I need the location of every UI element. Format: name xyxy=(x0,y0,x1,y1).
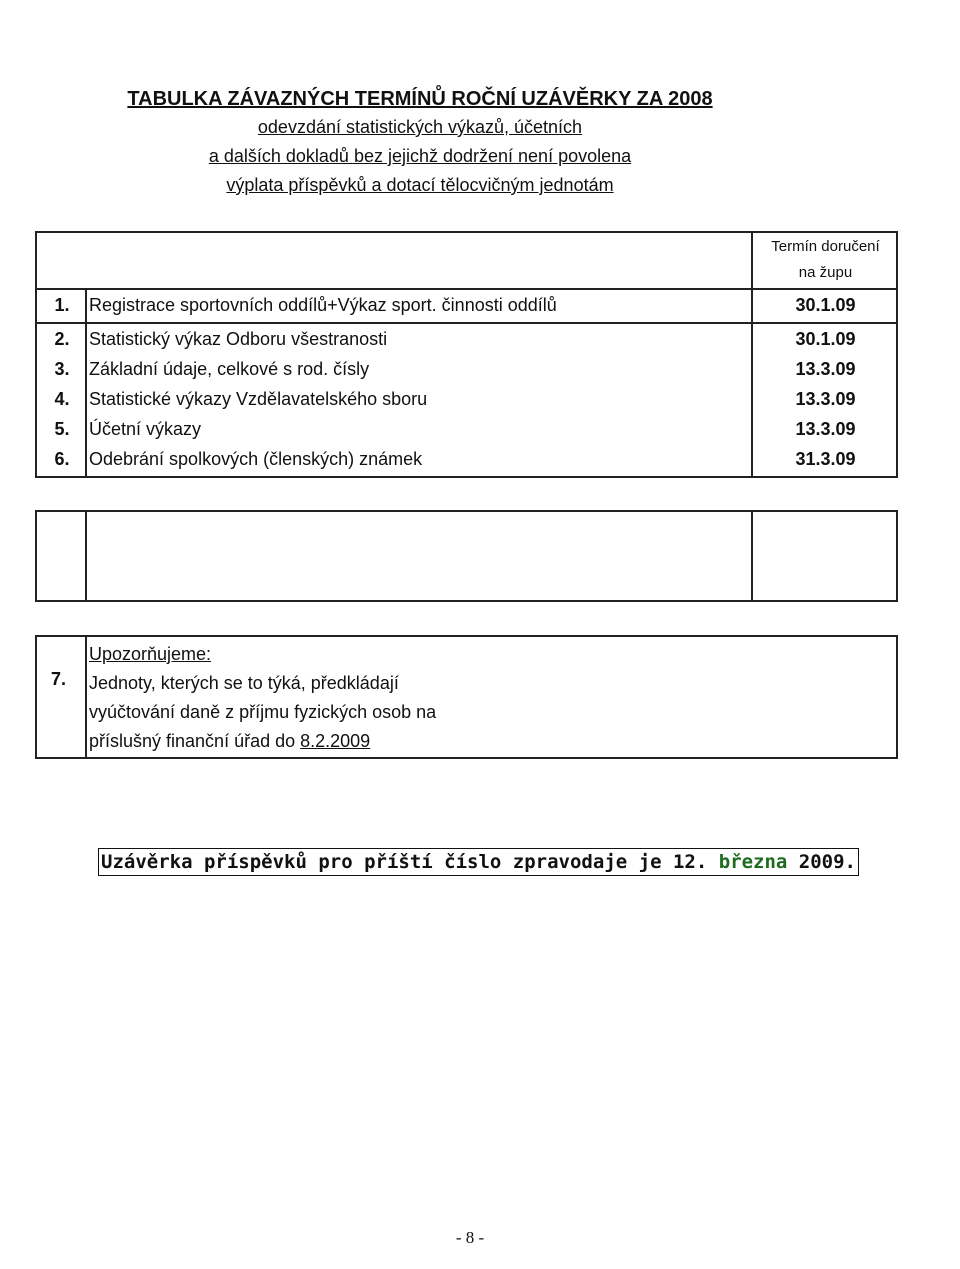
row-deadline: 30.1.09 xyxy=(795,329,856,349)
notice-heading: Upozorňujeme: xyxy=(89,644,212,664)
row-number: 2. xyxy=(54,329,70,349)
row-description: Odebrání spolkových (členských) známek xyxy=(89,449,423,469)
notice-number: 7. xyxy=(51,669,67,689)
notice-line-3 xyxy=(89,726,370,756)
row-deadline: 13.3.09 xyxy=(795,419,856,439)
notice-deadline-date: 8.2.2009 xyxy=(300,731,371,751)
row-number: 5. xyxy=(54,419,70,439)
notice-line-2: vyúčtování daně z příjmu fyzických osob na xyxy=(89,702,437,722)
row-deadline: 30.1.09 xyxy=(795,295,856,315)
row-number: 6. xyxy=(54,449,70,469)
table-divider xyxy=(85,512,87,600)
deadline-header-line1: Termín doručení xyxy=(771,238,880,255)
row-number: 3. xyxy=(54,359,70,379)
row-deadline: 13.3.09 xyxy=(795,359,856,379)
row-description: Statistický výkaz Odboru všestranosti xyxy=(89,329,388,349)
row-deadline: 13.3.09 xyxy=(795,389,856,409)
page-number: - 8 - xyxy=(455,1228,485,1247)
closing-deadline-note xyxy=(98,848,859,876)
row-number: 1. xyxy=(54,295,70,315)
closing-text-after: 2009. xyxy=(787,851,856,873)
closing-month: března xyxy=(718,851,788,873)
notice-line-1: Jednoty, kterých se to týká, předkládají xyxy=(89,673,399,693)
closing-text-before: Uzávěrka příspěvků pro příští číslo zpravodaje je 12. xyxy=(101,851,719,873)
table-divider xyxy=(85,637,87,757)
table-divider xyxy=(751,512,753,600)
row-description: Registrace sportovních oddílů+Výkaz sport. činnosti oddílů xyxy=(89,295,557,315)
document-title: TABULKA ZÁVAZNÝCH TERMÍNŮ ROČNÍ UZÁVĚRKY ZA 2008 xyxy=(127,88,713,110)
notice-box xyxy=(35,635,898,759)
empty-table xyxy=(35,510,898,602)
deadlines-table xyxy=(35,231,898,478)
notice-line-3-prefix: příslušný finanční úřad do xyxy=(89,731,301,751)
deadline-header-line2: na župu xyxy=(798,264,853,281)
subtitle-line-3: výplata příspěvků a dotací tělocvičným jednotám xyxy=(226,175,614,195)
row-description: Základní údaje, celkové s rod. čísly xyxy=(89,359,370,379)
row-description: Účetní výkazy xyxy=(89,419,202,439)
row-number: 4. xyxy=(54,389,70,409)
row-description: Statistické výkazy Vzdělavatelského sboru xyxy=(89,389,428,409)
subtitle-line-2: a dalších dokladů bez jejichž dodržení není povolena xyxy=(208,146,632,166)
row-deadline: 31.3.09 xyxy=(795,449,856,469)
subtitle-line-1: odevzdání statistických výkazů, účetních xyxy=(257,117,583,137)
